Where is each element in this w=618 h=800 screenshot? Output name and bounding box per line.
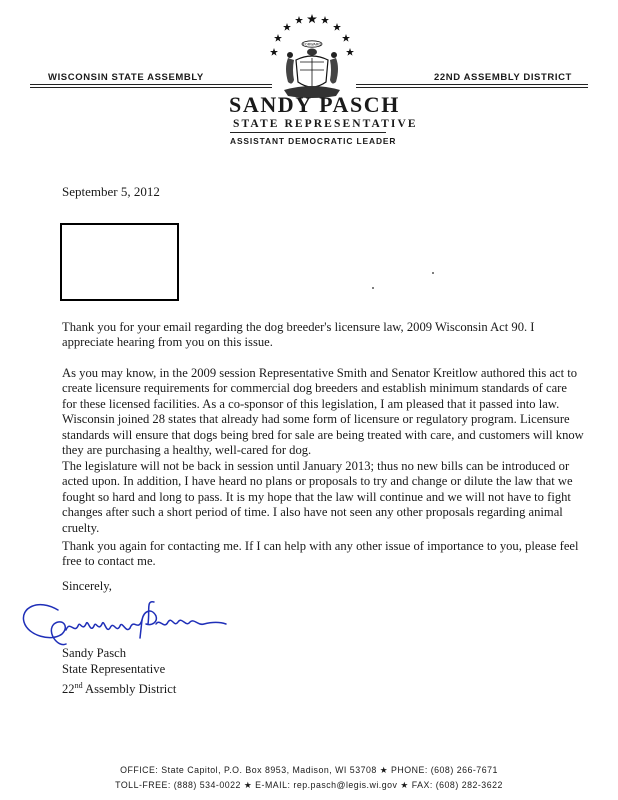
signature-district — [62, 678, 176, 697]
signature-title: State Representative — [62, 662, 166, 676]
scan-speck — [372, 287, 374, 289]
footer-contact-line: TOLL-FREE: (888) 534-0022 ★ E-MAIL: rep.pasch@legis.wi.gov ★ FAX: (608) 282-3622 — [115, 780, 503, 790]
header-assembly-label: WISCONSIN STATE ASSEMBLY — [48, 72, 204, 83]
handwritten-signature — [18, 590, 238, 660]
letter-date: September 5, 2012 — [62, 184, 160, 199]
body-paragraph-4: Thank you again for contacting me. If I can help with any other issue of importance to you, please feel free to contact me. — [62, 539, 579, 569]
state-seal-icon — [266, 12, 358, 102]
district-label: Assembly District — [82, 682, 177, 697]
body-paragraph-2: As you may know, in the 2009 session Representative Smith and Senator Kreitlow authored this act to create licensure requirements for commercial dog breeders and establish minimum standards of care for these licensed facilities. As a co-sponsor of this legislation, I am pleased that it passed into law. Wisconsin joined 28 states that already had some form of licensure or regulatory program. Licensure standards will ensure that dogs being bred for sale are being treated with care, and customers will know they are purchasing a healthy, well-cared for dog. — [62, 366, 584, 458]
redacted-address-box — [60, 223, 179, 301]
district-number: 22 — [62, 682, 75, 697]
header-rule-right-top — [356, 84, 588, 85]
body-paragraph-3: The legislature will not be back in session until January 2013; thus no new bills can be introduced or acted upon. In addition, I have heard no plans or proposals to try and change or dilute the law that we fought so hard and long to pass. It is my hope that the law will continue and we will not have to fight changes after such a short period of time. I also have not seen any other proposals regarding animal cruelty. — [62, 459, 573, 535]
letterhead-title: STATE REPRESENTATIVE — [233, 118, 418, 130]
letterhead-title-rule — [230, 132, 386, 133]
letter-closing: Sincerely, — [62, 579, 112, 593]
footer-office-line: OFFICE: State Capitol, P.O. Box 8953, Madison, WI 53708 ★ PHONE: (608) 266-7671 — [120, 765, 498, 775]
header-rule-right-bottom — [356, 87, 588, 88]
signature-name: Sandy Pasch — [62, 646, 127, 660]
letterhead-subtitle: ASSISTANT DEMOCRATIC LEADER — [230, 136, 397, 146]
letterhead-name: SANDY PASCH — [229, 92, 400, 117]
district-suffix: nd — [74, 681, 83, 690]
header-rule-left-top — [30, 84, 272, 85]
signature-text: Sandy Pasch — [18, 590, 24, 591]
scan-speck — [432, 272, 434, 274]
header-district-label: 22ND ASSEMBLY DISTRICT — [434, 72, 572, 83]
body-paragraph-1: Thank you for your email regarding the dog breeder's licensure law, 2009 Wisconsin Act 90. I appreciate hearing from you on this issue. — [62, 320, 535, 350]
header-rule-left-bottom — [30, 87, 272, 88]
seal-motto: FORWARD — [302, 42, 322, 47]
